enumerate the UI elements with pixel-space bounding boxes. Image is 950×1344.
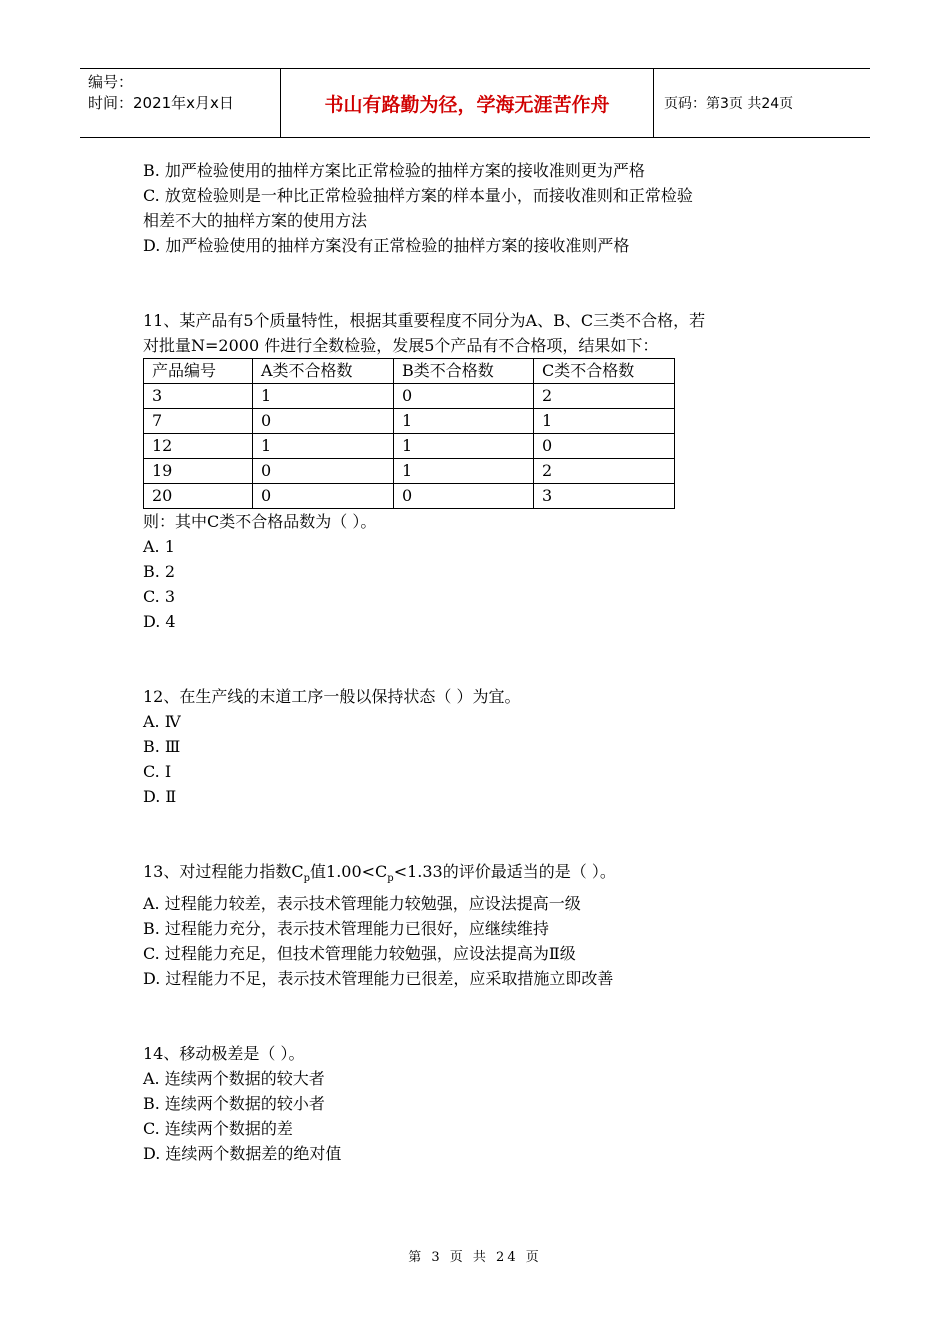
- table-row: [144, 384, 675, 409]
- q14-option-d: D. 连续两个数据差的绝对值: [143, 1144, 342, 1164]
- table-cell: 1: [394, 459, 534, 484]
- table-cell: 2: [534, 384, 675, 409]
- table-cell: 20: [144, 484, 253, 509]
- q11-stem-line2: 对批量N=2000 件进行全数检验，发展5个产品有不合格项，结果如下：: [143, 336, 659, 355]
- table-cell: 0: [534, 434, 675, 459]
- table-cell: 1: [534, 409, 675, 434]
- table-cell: 1: [253, 384, 394, 409]
- table-cell: 2: [534, 459, 675, 484]
- table-row: [144, 484, 675, 509]
- table-header-cell: B类不合格数: [394, 359, 534, 384]
- table-cell: 0: [394, 384, 534, 409]
- table-cell: 0: [253, 409, 394, 434]
- table-cell: 3: [144, 384, 253, 409]
- table-cell: 7: [144, 409, 253, 434]
- table-cell: 3: [534, 484, 675, 509]
- option-c-line1: C. 放宽检验则是一种比正常检验抽样方案的样本量小，而接收准则和正常检验: [143, 186, 693, 205]
- table-cell: 1: [394, 434, 534, 459]
- header-page-label: 页码：第3页 共24页: [664, 96, 794, 112]
- table-row: [144, 409, 675, 434]
- option-c-line2: 相差不大的抽样方案的使用方法: [143, 211, 368, 230]
- q14-option-b: B. 连续两个数据的较小者: [143, 1094, 325, 1114]
- table-row: [144, 459, 675, 484]
- q13-subscript-p: p: [387, 873, 394, 885]
- q13-option-a: A. 过程能力较差，表示技术管理能力较勉强，应设法提高一级: [143, 894, 581, 914]
- option-b: B. 加严检验使用的抽样方案比正常检验的抽样方案的接收准则更为严格: [143, 161, 645, 180]
- table-cell: 12: [144, 434, 253, 459]
- q11-option-b: B. 2: [143, 562, 176, 581]
- table-cell: 0: [394, 484, 534, 509]
- q12-stem: 12、在生产线的末道工序一般以保持状态（ ）为宜。: [143, 687, 521, 706]
- table-header-cell: A类不合格数: [253, 359, 394, 384]
- q11-option-c: C. 3: [143, 587, 176, 606]
- option-d: D. 加严检验使用的抽样方案没有正常检验的抽样方案的接收准则严格: [143, 236, 630, 255]
- table-header-cell: 产品编号: [144, 359, 253, 384]
- header-info: [80, 69, 281, 137]
- q11-option-d: D. 4: [143, 612, 176, 631]
- q13-stem-post: <1.33的评价最适当的是（ ）。: [393, 862, 616, 881]
- date-label: 时间：2021年x月x日: [88, 94, 234, 112]
- q13-stem: [143, 859, 823, 891]
- q13-option-c: C. 过程能力充足，但技术管理能力较勉强，应设法提高为Ⅱ级: [143, 944, 576, 964]
- table-cell: 1: [253, 434, 394, 459]
- page-footer: 第 3 页 共 24 页: [408, 1250, 542, 1265]
- q13-stem-mid: 值1.00<C: [310, 862, 388, 881]
- q11-question: 则：其中C类不合格品数为（ ）。: [143, 512, 377, 531]
- q12-option-a: A. Ⅳ: [143, 712, 181, 731]
- q14-option-c: C. 连续两个数据的差: [143, 1119, 293, 1139]
- q14-stem: 14、移动极差是（ ）。: [143, 1044, 305, 1064]
- number-label: 编号：: [88, 73, 134, 91]
- table-cell: 1: [394, 409, 534, 434]
- table-cell: 0: [253, 459, 394, 484]
- q11-option-a: A. 1: [143, 537, 175, 556]
- document-body: [143, 158, 823, 1166]
- q13-option-b: B. 过程能力充分，表示技术管理能力已很好，应继续维持: [143, 919, 549, 939]
- q13-stem-pre: 13、对过程能力指数C: [143, 862, 304, 881]
- header-motto: 书山有路勤为径，学海无涯苦作舟: [281, 69, 654, 137]
- table-cell: 19: [144, 459, 253, 484]
- q12-option-b: B. Ⅲ: [143, 737, 181, 756]
- q12-option-c: C. Ⅰ: [143, 762, 172, 781]
- q11-stem-line1: 11、某产品有5个质量特性，根据其重要程度不同分为A、B、C三类不合格，若: [143, 311, 706, 330]
- q12-option-d: D. Ⅱ: [143, 787, 177, 806]
- defect-table: [143, 358, 675, 509]
- q13-option-d: D. 过程能力不足，表示技术管理能力已很差，应采取措施立即改善: [143, 969, 614, 989]
- table-row: [144, 434, 675, 459]
- table-cell: 0: [253, 484, 394, 509]
- table-header-cell: C类不合格数: [534, 359, 675, 384]
- table-header-row: [144, 359, 675, 384]
- q13-subscript-p: p: [303, 873, 311, 885]
- q14-option-a: A. 连续两个数据的较大者: [143, 1069, 325, 1089]
- page-header: [80, 68, 870, 138]
